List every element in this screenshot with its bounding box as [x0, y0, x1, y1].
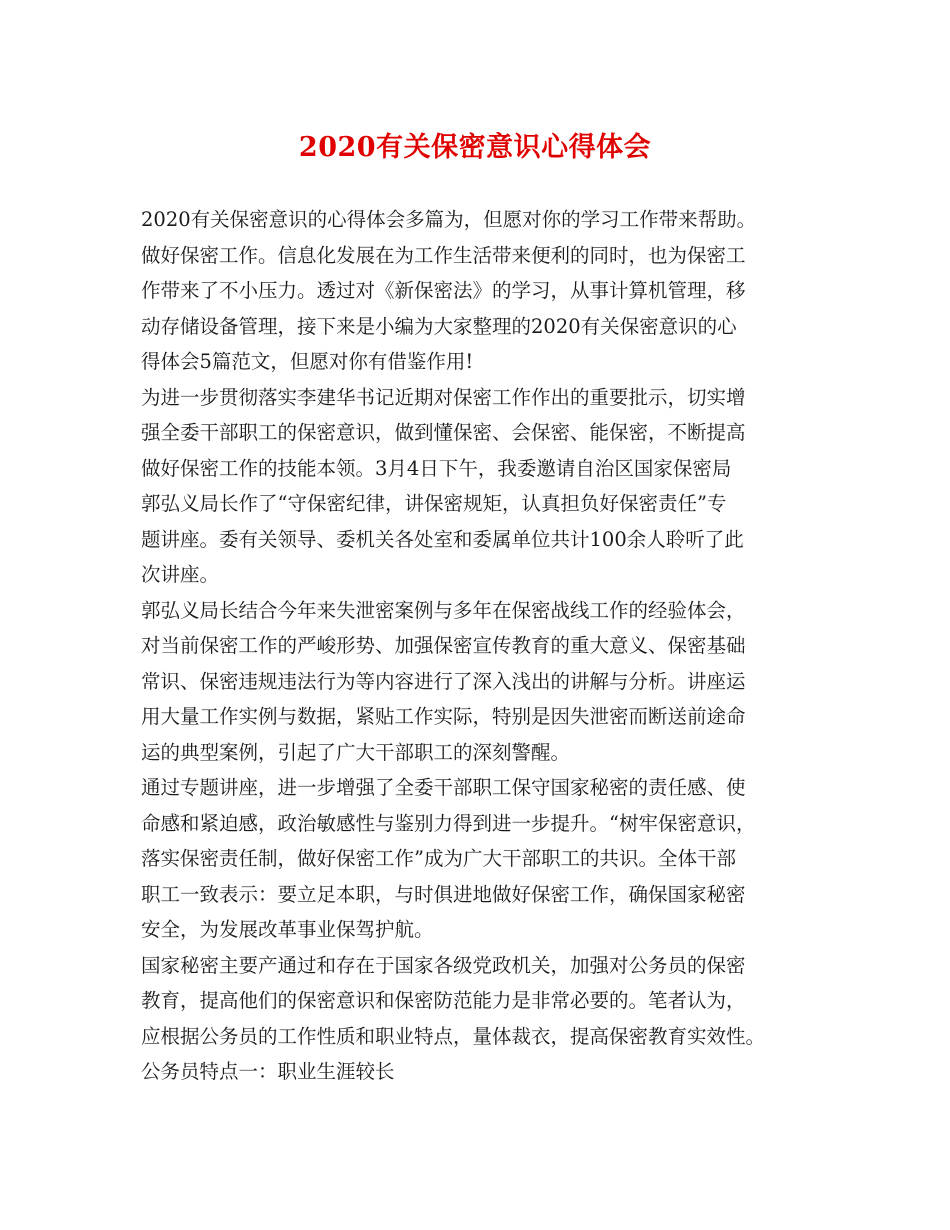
text-line: 做好保密工作。信息化发展在为工作生活带来便利的同时，也为保密工 — [141, 243, 746, 267]
text-line: 为进一步贯彻落实李建华书记近期对保密工作作出的重要批示，切实增 — [141, 385, 746, 409]
text-line: 得体会5篇范文，但愿对你有借鉴作用! — [141, 350, 474, 373]
text-line: 郭弘义局长作了“守保密纪律，讲保密规矩，认真担负好保密责任”专 — [141, 492, 727, 515]
text-line: 常识、保密违规违法行为等内容进行了深入浅出的讲解与分析。讲座运 — [141, 669, 746, 693]
document-body — [141, 202, 821, 1090]
text-line: 应根据公务员的工作性质和职业特点，量体裁衣，提高保密教育实效性。 — [141, 1024, 766, 1048]
text-line: 动存储设备管理，接下来是小编为大家整理的2020有关保密意识的心 — [141, 314, 737, 338]
document-title: 2020有关保密意识心得体会 — [298, 132, 652, 163]
text-line: 对当前保密工作的严峻形势、加强保密宣传教育的重大意义、保密基础 — [141, 634, 746, 657]
text-line: 教育，提高他们的保密意识和保密防范能力是非常必要的。笔者认为， — [141, 989, 746, 1012]
text-line: 通过专题讲座，进一步增强了全委干部职工保守国家秘密的责任感、使 — [141, 776, 746, 799]
text-line: 国家秘密主要产通过和存在于国家各级党政机关，加强对公务员的保密 — [141, 953, 746, 977]
text-line: 次讲座。 — [141, 563, 220, 586]
text-line: 公务员特点一：职业生涯较长 — [141, 1060, 395, 1083]
text-line: 命感和紧迫感，政治敏感性与鉴别力得到进一步提升。“树牢保密意识， — [141, 811, 756, 835]
text-line: 强全委干部职工的保密意识，做到懂保密、会保密、能保密，不断提高 — [141, 421, 746, 444]
text-line: 题讲座。委有关领导、委机关各处室和委属单位共计100余人聆听了此 — [141, 527, 744, 551]
text-line: 安全，为发展改革事业保驾护航。 — [141, 918, 434, 941]
text-line: 郭弘义局长结合今年来失泄密案例与多年在保密战线工作的经验体会， — [141, 598, 746, 622]
text-line: 运的典型案例，引起了广大干部职工的深刻警醒。 — [141, 740, 571, 764]
text-line: 落实保密责任制，做好保密工作”成为广大干部职工的共识。全体干部 — [141, 847, 736, 870]
text-line: 职工一致表示：要立足本职，与时俱进地做好保密工作，确保国家秘密 — [141, 882, 746, 906]
text-line: 用大量工作实例与数据，紧贴工作实际，特别是因失泄密而断送前途命 — [141, 705, 746, 728]
text-line: 做好保密工作的技能本领。3月4日下午，我委邀请自治区国家保密局 — [141, 456, 732, 480]
text-line: 2020有关保密意识的心得体会多篇为，但愿对你的学习工作带来帮助。 — [141, 208, 757, 231]
text-line: 作带来了不小压力。透过对《新保密法》的学习，从事计算机管理，移 — [141, 279, 746, 302]
